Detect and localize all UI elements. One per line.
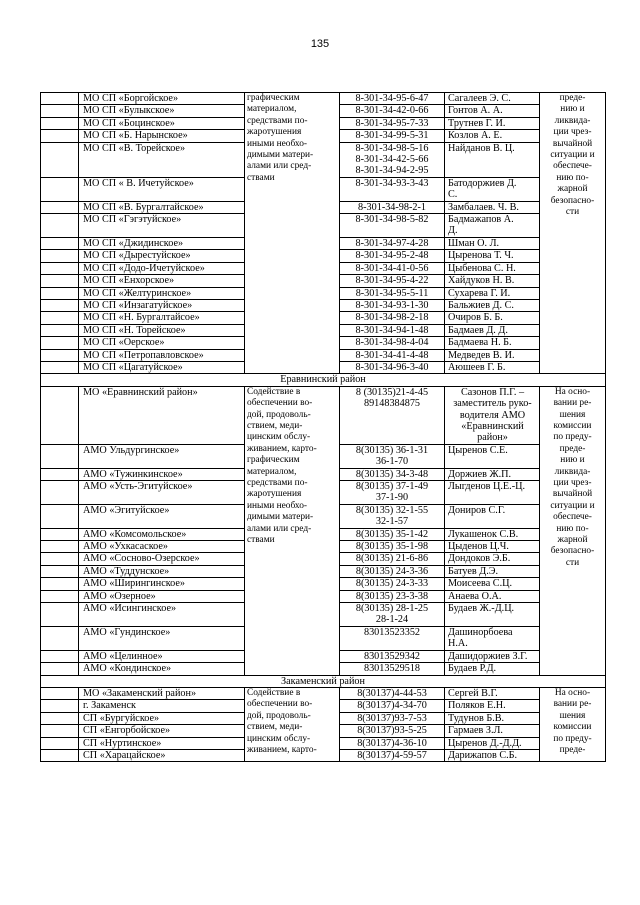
phone-number: 83013529342 (340, 650, 445, 662)
responsible-person: Замбалаев. Ч. В. (445, 201, 540, 213)
municipality-name: МО СП «В. Торейское» (79, 142, 245, 177)
row-number-cell (41, 117, 79, 129)
row-number-cell (41, 700, 79, 712)
responsible-person: Цыренов Д.-Д.Д. (445, 737, 540, 749)
row-number-cell (41, 468, 79, 480)
responsible-person: Трутнев Г. И. (445, 117, 540, 129)
phone-number: 8(30135) 35-1-98 (340, 541, 445, 553)
row-number-cell (41, 725, 79, 737)
basis-note: На осно- вании ре- шения комиссии по преду- преде- (540, 687, 606, 761)
phone-number: 8(30137)4-59-57 (340, 749, 445, 761)
municipality-name: АМО Ульдургинское» (79, 444, 245, 468)
phone-number: 8(30135) 36-1-31 36-1-70 (340, 444, 445, 468)
municipality-name: МО СП «Боцинское» (79, 117, 245, 129)
row-number-cell (41, 687, 79, 699)
row-number-cell (41, 749, 79, 761)
responsible-person: Аюшеев Г. Б. (445, 361, 540, 373)
responsible-person: Гармаев З.Л. (445, 725, 540, 737)
municipality-name: МО СП «Енхорское» (79, 275, 245, 287)
municipality-name: МО СП «Боргойское» (79, 93, 245, 105)
table-row (41, 386, 606, 444)
phone-number: 8-301-34-98-5-82 (340, 214, 445, 238)
row-number-cell (41, 737, 79, 749)
municipality-name: МО СП «Инзагатуйское» (79, 299, 245, 311)
row-number-cell (41, 481, 79, 505)
row-number-cell (41, 578, 79, 590)
responsible-person: Тудунов Б.В. (445, 712, 540, 724)
responsible-person: Моисеева С.Ц. (445, 578, 540, 590)
row-number-cell (41, 250, 79, 262)
municipality-name: СП «Енгорбойское» (79, 725, 245, 737)
contacts-table (40, 92, 606, 762)
responsible-person: Анаева О.А. (445, 590, 540, 602)
responsible-person: Сергей В.Г. (445, 687, 540, 699)
basis-note: На осно- вании ре- шения комиссии по преду- преде- нию и ликвида- ции чрез- вычайной ситуации и обеспече- нию по- жарной безопасно- сти (540, 386, 606, 675)
row-number-cell (41, 361, 79, 373)
responsible-person: Цыденов Ц.Ч. (445, 541, 540, 553)
phone-number: 8-301-34-95-4-22 (340, 275, 445, 287)
phone-number: 83013523352 (340, 626, 445, 650)
municipality-name: г. Закаменск (79, 700, 245, 712)
responsible-person: Хайдуков Н. В. (445, 275, 540, 287)
responsible-person: Козлов А. Е. (445, 130, 540, 142)
row-number-cell (41, 386, 79, 444)
responsible-person: Бальжиев Д. С. (445, 299, 540, 311)
municipality-name: МО СП «Б. Нарынское» (79, 130, 245, 142)
phone-number: 8-301-34-41-0-56 (340, 262, 445, 274)
phone-number: 83013529518 (340, 663, 445, 675)
responsible-person: Сазонов П.Г. – заместитель руко- водителя АМО «Еравнинский район» (445, 386, 540, 444)
phone-number: 8(30135) 32-1-55 32-1-57 (340, 504, 445, 528)
table-row (41, 687, 606, 699)
phone-number: 8(30137)4-44-53 (340, 687, 445, 699)
phone-number: 8-301-34-42-0-66 (340, 105, 445, 117)
row-number-cell (41, 287, 79, 299)
municipality-name: МО СП «Дырестуйское» (79, 250, 245, 262)
municipality-name: МО СП «Желтуринское» (79, 287, 245, 299)
row-number-cell (41, 528, 79, 540)
phone-number: 8(30135) 24-3-33 (340, 578, 445, 590)
responsible-person: Бадмажапов А. Д. (445, 214, 540, 238)
phone-number: 8-301-34-95-2-48 (340, 250, 445, 262)
phone-number: 8(30135) 23-3-38 (340, 590, 445, 602)
row-number-cell (41, 603, 79, 627)
responsible-person: Сагалеев Э. С. (445, 93, 540, 105)
phone-number: 8-301-34-96-3-40 (340, 361, 445, 373)
phone-number: 8-301-34-98-4-04 (340, 337, 445, 349)
municipality-name: МО СП «Оерское» (79, 337, 245, 349)
responsible-person: Сухарева Г. И. (445, 287, 540, 299)
assistance-description: графическим материалом, средствами по- жаротушения иными необхо- димыми матери- алами или сред- ствами (245, 93, 340, 374)
section-title: Еравнинский район (41, 374, 606, 386)
row-number-cell (41, 275, 79, 287)
row-number-cell (41, 541, 79, 553)
row-number-cell (41, 312, 79, 324)
phone-number: 8(30135) 37-1-49 37-1-90 (340, 481, 445, 505)
municipality-name: МО СП «В. Бургалтайское» (79, 201, 245, 213)
responsible-person: Будаев Ж.-Д.Ц. (445, 603, 540, 627)
municipality-name: СП «Харацайское» (79, 749, 245, 761)
page-number: 135 (310, 38, 330, 50)
row-number-cell (41, 349, 79, 361)
responsible-person: Лыгденов Ц.Е.-Ц. (445, 481, 540, 505)
row-number-cell (41, 177, 79, 201)
municipality-name: АМО «Кондинское» (79, 663, 245, 675)
row-number-cell (41, 201, 79, 213)
row-number-cell (41, 626, 79, 650)
municipality-name: МО СП «Додо-Ичетуйское» (79, 262, 245, 274)
table-row (41, 93, 606, 105)
row-number-cell (41, 299, 79, 311)
municipality-name: АМО «Усть-Эгитуйское» (79, 481, 245, 505)
phone-number: 8-301-34-99-5-31 (340, 130, 445, 142)
basis-note: преде- нию и ликвида- ции чрез- вычайной ситуации и обеспече- нию по- жарной безопасно- сти (540, 93, 606, 374)
municipality-name: МО СП « В. Ичетуйское» (79, 177, 245, 201)
phone-number: 8-301-34-94-1-48 (340, 324, 445, 336)
row-number-cell (41, 214, 79, 238)
municipality-name: СП «Нуртинское» (79, 737, 245, 749)
row-number-cell (41, 663, 79, 675)
row-number-cell (41, 444, 79, 468)
municipality-name: МО СП «Петропавловское» (79, 349, 245, 361)
phone-number: 8-301-34-95-5-11 (340, 287, 445, 299)
municipality-name: АМО «Ухкасаское» (79, 541, 245, 553)
responsible-person: Бадмаев Д. Д. (445, 324, 540, 336)
municipality-name: АМО «Туддунское» (79, 565, 245, 577)
phone-number: 8-301-34-95-6-47 (340, 93, 445, 105)
row-number-cell (41, 565, 79, 577)
municipality-name: АМО «Ширингинское» (79, 578, 245, 590)
phone-number: 8(30135) 21-6-86 (340, 553, 445, 565)
responsible-person: Цыренов С.Е. (445, 444, 540, 468)
row-number-cell (41, 650, 79, 662)
municipality-name: АМО «Гундинское» (79, 626, 245, 650)
phone-number: 8(30137)93-7-53 (340, 712, 445, 724)
municipality-name: МО СП «Н. Торейское» (79, 324, 245, 336)
responsible-person: Поляков Е.Н. (445, 700, 540, 712)
phone-number: 8-301-34-95-7-33 (340, 117, 445, 129)
responsible-person: Дарижапов С.Б. (445, 749, 540, 761)
section-header-row (41, 675, 606, 687)
phone-number: 8(30135) 24-3-36 (340, 565, 445, 577)
row-number-cell (41, 105, 79, 117)
responsible-person: Найданов В. Ц. (445, 142, 540, 177)
phone-number: 8(30137)93-5-25 (340, 725, 445, 737)
phone-number: 8-301-34-98-2-18 (340, 312, 445, 324)
municipality-name: АМО «Целинное» (79, 650, 245, 662)
municipality-name: МО СП «Гэгэтуйское» (79, 214, 245, 238)
responsible-person: Доржиев Ж.П. (445, 468, 540, 480)
row-number-cell (41, 504, 79, 528)
phone-number: 8(30135) 34-3-48 (340, 468, 445, 480)
phone-number: 8 (30135)21-4-45 89148384875 (340, 386, 445, 444)
responsible-person: Шман О. Л. (445, 237, 540, 249)
assistance-description: Содействие в обеспечении во- дой, продоволь- ствием, меди- цинским обслу- живанием, карто- графическим материалом, средствами по- жаротушения иными необхо- димыми матери- алами или сред- ствами (245, 386, 340, 675)
responsible-person: Дониров С.Г. (445, 504, 540, 528)
phone-number: 8-301-34-97-4-28 (340, 237, 445, 249)
responsible-person: Бадмаева Н. Б. (445, 337, 540, 349)
responsible-person: Гонтов А. А. (445, 105, 540, 117)
row-number-cell (41, 553, 79, 565)
phone-number: 8(30135) 35-1-42 (340, 528, 445, 540)
municipality-name: АМО «Тужинкинское» (79, 468, 245, 480)
row-number-cell (41, 337, 79, 349)
responsible-person: Очиров Б. Б. (445, 312, 540, 324)
municipality-name: МО СП «Джидинское» (79, 237, 245, 249)
phone-number: 8-301-34-98-5-16 8-301-34-42-5-66 8-301-34-94-2-95 (340, 142, 445, 177)
municipality-name: АМО «Озерное» (79, 590, 245, 602)
assistance-description: Содействие в обеспечении во- дой, продоволь- ствием, меди- цинским обслу- живанием, карто- (245, 687, 340, 761)
phone-number: 8(30137)4-36-10 (340, 737, 445, 749)
municipality-name: МО «Еравнинский район» (79, 386, 245, 444)
responsible-person: Дашидоржиев З.Г. (445, 650, 540, 662)
municipality-name: МО СП «Булыкское» (79, 105, 245, 117)
row-number-cell (41, 142, 79, 177)
phone-number: 8-301-34-41-4-48 (340, 349, 445, 361)
phone-number: 8(30135) 28-1-25 28-1-24 (340, 603, 445, 627)
responsible-person: Медведев В. И. (445, 349, 540, 361)
responsible-person: Будаев Р.Д. (445, 663, 540, 675)
row-number-cell (41, 130, 79, 142)
municipality-name: МО СП «Цагатуйское» (79, 361, 245, 373)
municipality-name: АМО «Комсомольское» (79, 528, 245, 540)
responsible-person: Дондоков Э.Б. (445, 553, 540, 565)
municipality-name: МО СП «Н. Бургалтайсое» (79, 312, 245, 324)
responsible-person: Лукашенок С.В. (445, 528, 540, 540)
municipality-name: МО «Закаменский район» (79, 687, 245, 699)
phone-number: 8(30137)4-34-70 (340, 700, 445, 712)
municipality-name: АМО «Эгитуйское» (79, 504, 245, 528)
responsible-person: Батодоржиев Д. С. (445, 177, 540, 201)
responsible-person: Цыренова Т. Ч. (445, 250, 540, 262)
responsible-person: Дашинорбоева Н.А. (445, 626, 540, 650)
row-number-cell (41, 93, 79, 105)
section-title: Закаменский район (41, 675, 606, 687)
row-number-cell (41, 324, 79, 336)
phone-number: 8-301-34-98-2-1 (340, 201, 445, 213)
responsible-person: Батуев Д.Э. (445, 565, 540, 577)
row-number-cell (41, 237, 79, 249)
responsible-person: Цыбенова С. Н. (445, 262, 540, 274)
section-header-row (41, 374, 606, 386)
municipality-name: АМО «Сосново-Озерское» (79, 553, 245, 565)
municipality-name: СП «Бургуйское» (79, 712, 245, 724)
row-number-cell (41, 262, 79, 274)
row-number-cell (41, 712, 79, 724)
phone-number: 8-301-34-93-1-30 (340, 299, 445, 311)
municipality-name: АМО «Исингинское» (79, 603, 245, 627)
row-number-cell (41, 590, 79, 602)
phone-number: 8-301-34-93-3-43 (340, 177, 445, 201)
